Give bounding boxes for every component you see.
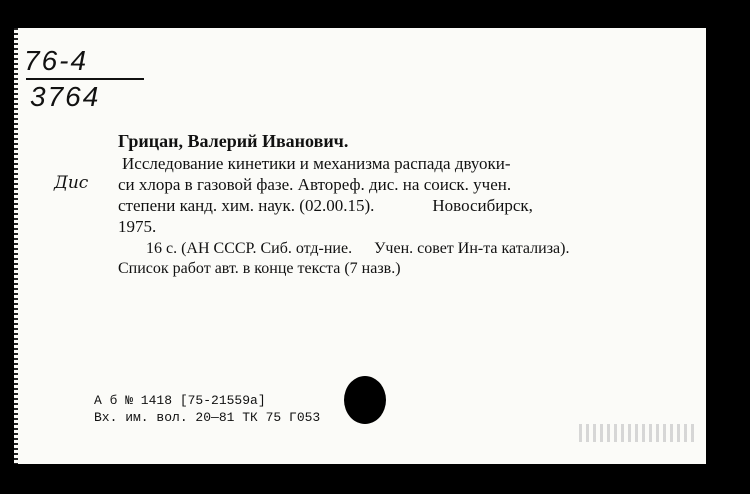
handwritten-signature: Дис: [54, 173, 89, 193]
card-city: Новосибирск,: [432, 196, 533, 215]
catalog-card: [14, 28, 706, 464]
print-info: [94, 392, 320, 426]
print-info-line-2: Вх. им. вол. 20—81 ТК 75 Г053: [94, 410, 321, 425]
stamp-smudge: [579, 424, 694, 442]
card-degree-line: [118, 196, 533, 215]
shelf-mark-top: 76-4: [24, 45, 89, 76]
card-pages: 16 с. (АН СССР. Сиб. отд-ние.: [146, 240, 353, 257]
card-references: Список работ авт. в конце текста (7 назв.): [118, 260, 401, 277]
print-info-line-1: А б № 1418 [75-21559а]: [94, 393, 266, 408]
card-pages-line: [146, 239, 569, 258]
card-author: Грицан, Валерий Иванович.: [118, 131, 349, 151]
card-title-line-2: си хлора в газовой фазе. Автореф. дис. на соиск. учен.: [118, 175, 512, 194]
card-edge: [14, 28, 18, 464]
card-title-line-1: Исследование кинетики и механизма распада двуоки-: [122, 154, 511, 173]
shelf-mark-bottom: 3764: [30, 81, 101, 112]
card-year: 1975.: [118, 217, 157, 236]
shelf-mark-divider: [26, 78, 144, 80]
punch-hole: [344, 376, 386, 424]
card-degree-text: степени канд. хим. наук. (02.00.15).: [118, 196, 375, 215]
shelf-mark: [24, 46, 144, 112]
card-council: Учен. совет Ин-та катализа).: [374, 240, 570, 257]
